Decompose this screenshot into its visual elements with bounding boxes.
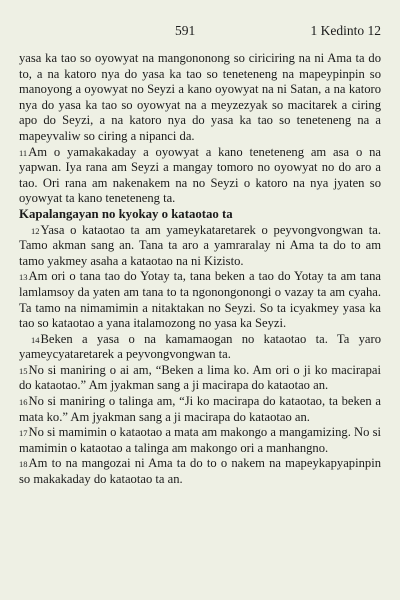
verse-text: Beken a yasa o na kamamaogan no kataotao ta. Ta yaro yameycyataretarek a peyvongvongwan ta. <box>19 331 381 362</box>
body-text <box>19 51 381 488</box>
verse-text: Am to na mangozai ni Ama ta do to o nakem na mapeykapyapinpin so makakaday do kataotao ta an. <box>19 456 381 487</box>
verse-16 <box>19 394 381 425</box>
verse-number: 16 <box>19 397 28 408</box>
verse-14 <box>19 332 381 363</box>
verse-text: Am o yamakakaday a oyowyat a kano teneteneng am asa o na yapwan. Iya rana am Seyzi a mangay tomoro no oyowyat no do aro a tao. Ori rana am nakenakem na no Seyzi o katoro na nya jyaten so oyowyat ta kano teneteneng ta. <box>19 144 381 206</box>
paragraph-continued: yasa ka tao so oyowyat na mangononong so ciriciring na ni Ama ta do to, a na katoro nya do yasa ka tao so teneteneng na mapeypinpin so manoyong a oyowyat no Seyzi a kano oyowyat na ni Satan, a na katoro nya do yasa ka tao so oyowyat na a meyzezyak so macitarek a ciring apo do Seyzi, a na katoro nya do yasa ka tao so teneteneng na a mapeyvaliw so ciring a nipanci da. <box>19 51 381 143</box>
verse-text: No si mamimin o kataotao a mata am makongo a mangamizing. No si mamimin o kataotao a talinga am makongo ori a manhangno. <box>19 425 381 455</box>
verse-number: 14 <box>31 334 40 345</box>
verse-text: Am ori o tana tao do Yotay ta, tana beken a tao do Yotay ta am tana lamlamsoy da yaten am tana to ta ngonongonongi o vazay ta am cyaha. Ta tamo na nimamimin a nitaktakan no Seyzi. So ta icyakmey yasa ka tao so kataotao a yana italamozong no yasa ka Seyzi. <box>19 269 381 331</box>
verse-text: Yasa o kataotao ta am yameykataretarek o peyvongvongwan ta. Tamo akman sang an. Tana ta aro a yamraralay ni Ama ta do to am tamo yakmey asaha a kataotao na ni Kizisto. <box>19 222 381 268</box>
verse-18 <box>19 456 381 487</box>
verse-17 <box>19 425 381 456</box>
verse-text: No si maniring o ai am, “Beken a lima ko. Am ori o ji ko macirapai do kataotao.” Am jyakman sang a ji macirapa do kataotao an. <box>19 362 381 393</box>
verse-13 <box>19 269 381 331</box>
verse-number: 15 <box>19 365 28 376</box>
section-title: Kapalangayan no kyokay o kataotao ta <box>19 206 233 221</box>
verse-15 <box>19 363 381 394</box>
verse-number: 18 <box>19 459 28 470</box>
verse-number: 12 <box>31 225 40 236</box>
verse-number: 17 <box>19 428 28 439</box>
page-number: 591 <box>175 23 196 38</box>
running-head: 1 Kedinto 12 <box>310 23 381 38</box>
verse-number: 11 <box>19 147 28 158</box>
verse-text: No si maniring o talinga am, “Ji ko macirapa do kataotao, ta beken a mata ko.” Am jyakman sang a ji macirapa do kataotao an. <box>19 394 381 424</box>
verse-12 <box>19 223 381 270</box>
verse-11 <box>19 145 381 207</box>
page-header <box>0 23 400 39</box>
verse-number: 13 <box>19 272 28 283</box>
